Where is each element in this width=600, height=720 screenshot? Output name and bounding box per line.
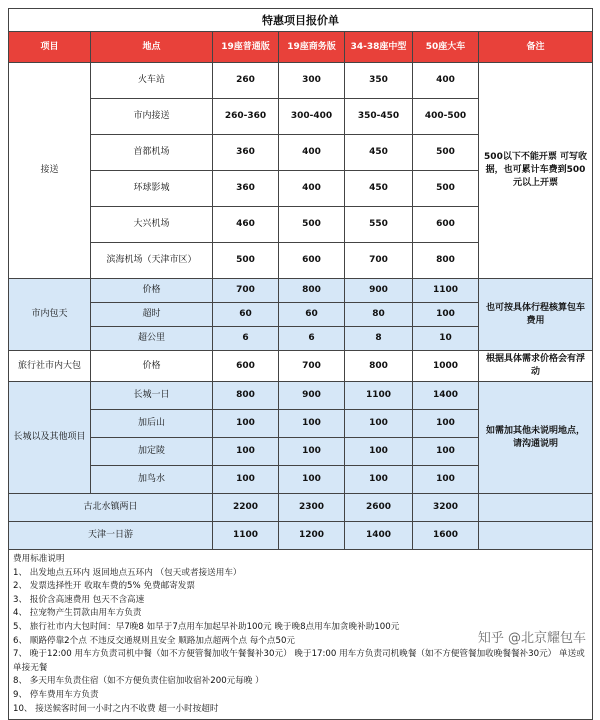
- place-cell: 火车站: [91, 63, 213, 99]
- price-cell: 100: [213, 438, 279, 466]
- price-cell: 400: [279, 135, 345, 171]
- price-cell: 100: [213, 466, 279, 494]
- column-header: 50座大车: [413, 32, 479, 63]
- price-cell: 360: [213, 135, 279, 171]
- group-name: 天津一日游: [9, 522, 213, 550]
- place-cell: 大兴机场: [91, 207, 213, 243]
- price-cell: 600: [213, 351, 279, 382]
- note-cell: 500以下不能开票 可写收据，也可累计车费到500元以上开票: [479, 63, 593, 279]
- price-cell: 100: [413, 410, 479, 438]
- group-name: 古北水镇两日: [9, 494, 213, 522]
- column-header: 备注: [479, 32, 593, 63]
- price-cell: 500: [213, 243, 279, 279]
- column-header: 项目: [9, 32, 91, 63]
- price-cell: 1400: [345, 522, 413, 550]
- price-cell: 1100: [345, 382, 413, 410]
- note-cell: [479, 494, 593, 522]
- price-cell: 900: [279, 382, 345, 410]
- table-row: [9, 279, 593, 303]
- price-cell: 60: [213, 303, 279, 327]
- note-line: 3、 报价含高速费用 包天不含高速: [13, 594, 145, 605]
- note-cell: [479, 522, 593, 550]
- note-cell: 也可按具体行程核算包车费用: [479, 279, 593, 351]
- price-cell: 360: [213, 171, 279, 207]
- table-row: [9, 63, 593, 99]
- price-cell: 800: [279, 279, 345, 303]
- place-cell: 超公里: [91, 327, 213, 351]
- table-title: 特惠项目报价单: [9, 9, 593, 32]
- price-cell: 100: [413, 466, 479, 494]
- note-line: 6、 顺路停靠2个点 不违反交通规则且安全 顺路加点超两个点 每个点50元: [13, 635, 296, 646]
- table-row: [9, 382, 593, 410]
- price-cell: 10: [413, 327, 479, 351]
- price-cell: 80: [345, 303, 413, 327]
- price-cell: 100: [345, 438, 413, 466]
- price-cell: 700: [213, 279, 279, 303]
- group-name: 旅行社市内大包: [9, 351, 91, 382]
- column-header: 19座商务版: [279, 32, 345, 63]
- price-cell: 100: [279, 466, 345, 494]
- group-name: 长城以及其他项目: [9, 382, 91, 494]
- price-cell: 100: [279, 410, 345, 438]
- note-line: 5、 旅行社市内大包时间：早7晚8 如早于7点用车加起早补助100元 晚于晚8点用车加贪晚补助100元: [13, 621, 400, 632]
- note-line: 9、 停车费用车方负责: [13, 689, 99, 700]
- note-line: 2、 发票选择性开 收取车费的5% 免费邮寄发票: [13, 581, 195, 592]
- price-cell: 260: [213, 63, 279, 99]
- price-cell: 2600: [345, 494, 413, 522]
- price-cell: 1100: [413, 279, 479, 303]
- price-cell: 600: [279, 243, 345, 279]
- place-cell: 加后山: [91, 410, 213, 438]
- place-cell: 超时: [91, 303, 213, 327]
- column-header: 地点: [91, 32, 213, 63]
- price-cell: 260-360: [213, 99, 279, 135]
- header-row: [9, 32, 593, 63]
- table-row: [9, 494, 593, 522]
- price-cell: 8: [345, 327, 413, 351]
- price-cell: 6: [213, 327, 279, 351]
- price-cell: 350-450: [345, 99, 413, 135]
- price-cell: 100: [279, 438, 345, 466]
- column-header: 19座普通版: [213, 32, 279, 63]
- price-cell: 300: [279, 63, 345, 99]
- price-cell: 3200: [413, 494, 479, 522]
- price-cell: 450: [345, 171, 413, 207]
- place-cell: 加鸟水: [91, 466, 213, 494]
- note-line: 4、 拉宠物产生罚款由用车方负责: [13, 608, 142, 619]
- price-cell: 400-500: [413, 99, 479, 135]
- price-cell: 900: [345, 279, 413, 303]
- note-cell: 根据具体需求价格会有浮动: [479, 351, 593, 382]
- price-cell: 1000: [413, 351, 479, 382]
- column-header: 34-38座中型: [345, 32, 413, 63]
- price-cell: 550: [345, 207, 413, 243]
- note-line: 8、 多天用车负责住宿（如不方便负责住宿加收宿补200元每晚 ）: [13, 676, 264, 687]
- price-cell: 400: [279, 171, 345, 207]
- price-cell: 1400: [413, 382, 479, 410]
- price-cell: 800: [213, 382, 279, 410]
- price-cell: 6: [279, 327, 345, 351]
- place-cell: 价格: [91, 279, 213, 303]
- price-cell: 100: [345, 466, 413, 494]
- place-cell: 环球影城: [91, 171, 213, 207]
- place-cell: 滨海机场（天津市区）: [91, 243, 213, 279]
- price-cell: 60: [279, 303, 345, 327]
- title-row: [9, 9, 593, 32]
- price-table: [8, 8, 593, 720]
- price-cell: 1600: [413, 522, 479, 550]
- group-name: 市内包天: [9, 279, 91, 351]
- price-cell: 2300: [279, 494, 345, 522]
- notes-title: 费用标准说明: [13, 554, 65, 564]
- price-cell: 800: [345, 351, 413, 382]
- place-cell: 市内接送: [91, 99, 213, 135]
- price-cell: 400: [413, 63, 479, 99]
- note-line: 7、 晚于12:00 用车方负责司机中餐（如不方便管餐加收午餐餐补30元） 晚于17:00 用车方负责司机晚餐（如不方便管餐加收晚餐餐补30元） 单送或单接无餐: [13, 649, 585, 673]
- price-cell: 1100: [213, 522, 279, 550]
- group-name: 接送: [9, 63, 91, 279]
- price-cell: 500: [279, 207, 345, 243]
- price-sheet: [8, 8, 592, 720]
- price-cell: 2200: [213, 494, 279, 522]
- price-cell: 450: [345, 135, 413, 171]
- price-cell: 800: [413, 243, 479, 279]
- table-row: [9, 351, 593, 382]
- place-cell: 价格: [91, 351, 213, 382]
- table-row: [9, 522, 593, 550]
- price-cell: 100: [213, 410, 279, 438]
- price-cell: 500: [413, 135, 479, 171]
- watermark: 知乎 @北京耀包车: [477, 631, 586, 646]
- price-cell: 1200: [279, 522, 345, 550]
- price-cell: 500: [413, 171, 479, 207]
- price-cell: 460: [213, 207, 279, 243]
- price-cell: 100: [413, 438, 479, 466]
- price-cell: 100: [413, 303, 479, 327]
- price-cell: 700: [279, 351, 345, 382]
- price-cell: 300-400: [279, 99, 345, 135]
- price-cell: 100: [345, 410, 413, 438]
- place-cell: 首都机场: [91, 135, 213, 171]
- price-cell: 700: [345, 243, 413, 279]
- note-cell: 如需加其他未说明地点，请沟通说明: [479, 382, 593, 494]
- place-cell: 长城一日: [91, 382, 213, 410]
- note-line: 1、 出发地点五环内 返回地点五环内 （包天或者接送用车）: [13, 567, 242, 578]
- place-cell: 加定陵: [91, 438, 213, 466]
- price-cell: 600: [413, 207, 479, 243]
- price-cell: 350: [345, 63, 413, 99]
- note-line: 10、 接送候客时间一小时之内不收费 超一小时按超时: [13, 703, 219, 714]
